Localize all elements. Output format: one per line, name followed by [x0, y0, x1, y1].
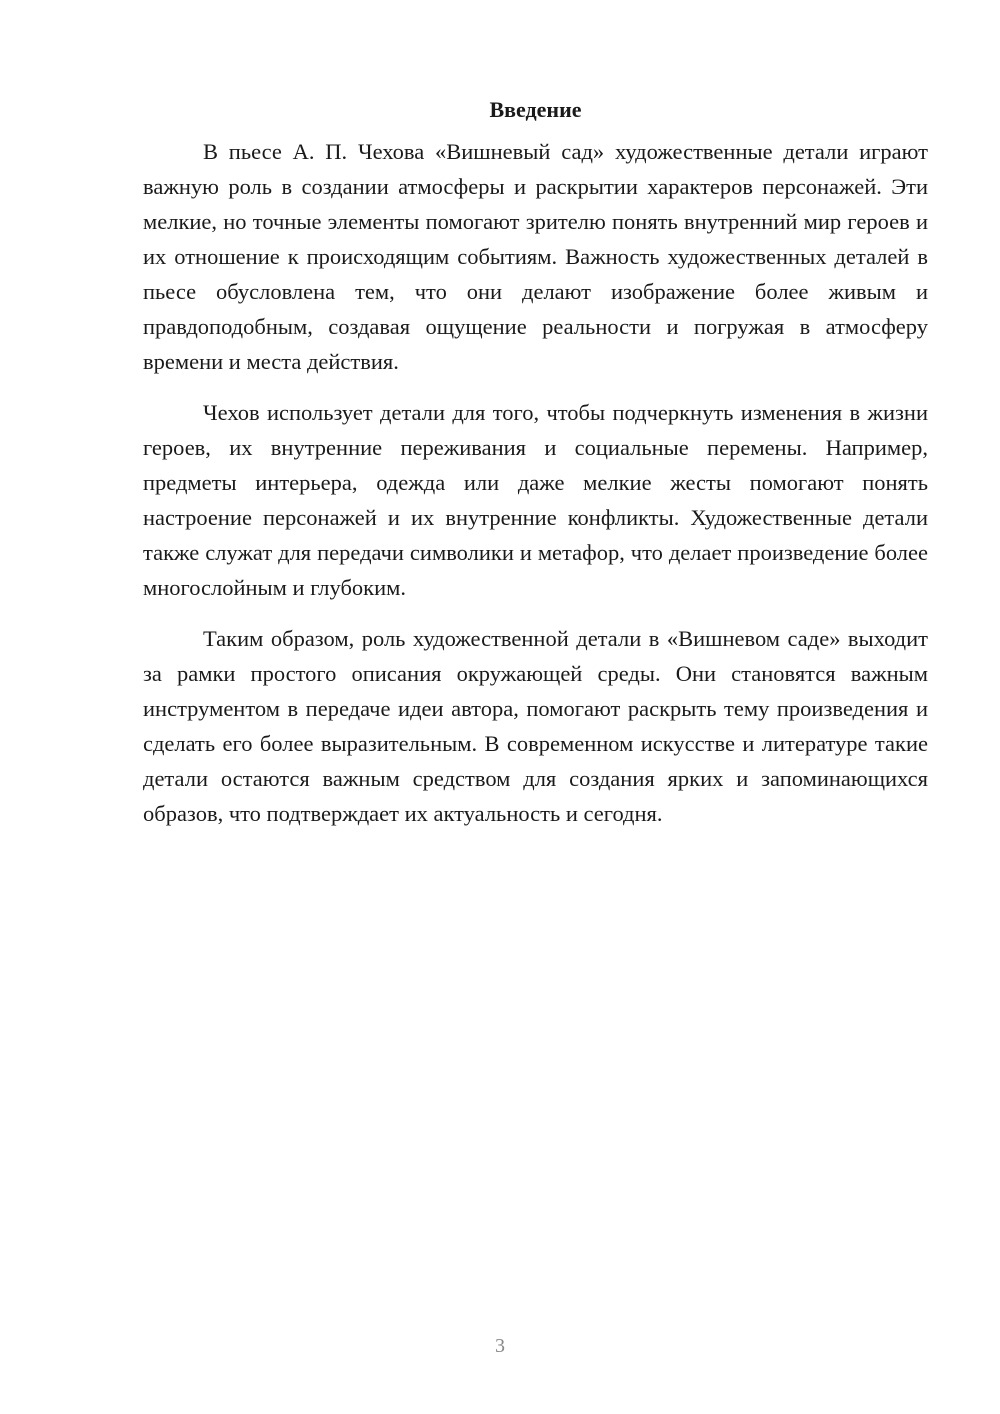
paragraph-3: Таким образом, роль художественной детали в «Вишневом саде» выходит за рамки простого описания окружающей среды. Они становятся важным инструментом в передаче идеи автора, помогают раскрыть тему произведения и сделать его более выразительным. В современном искусстве и литературе такие детали остаются важным средством для создания ярких и запоминающихся образов, что подтверждает их актуальность и сегодня.: [143, 626, 928, 826]
page-number: 3: [495, 1335, 505, 1357]
paragraph-2: Чехов использует детали для того, чтобы подчеркнуть изменения в жизни героев, их внутренние переживания и социальные перемены. Например, предметы интерьера, одежда или даже мелкие жесты помогают понять настроение персонажей и их внутренние конфликты. Художественные детали также служат для передачи символики и метафор, что делает произведение более многослойным и глубоким.: [143, 400, 928, 600]
paragraph-1: В пьесе А. П. Чехова «Вишневый сад» художественные детали играют важную роль в создании атмосферы и раскрытии характеров персонажей. Эти мелкие, но точные элементы помогают зрителю понять внутренний мир героев и их отношение к происходящим событиям. Важность художественных деталей в пьесе обусловлена тем, что они делают изображение более живым и правдоподобным, создавая ощущение реальности и погружая в атмосферу времени и места действия.: [143, 139, 928, 374]
section-title: Введение: [489, 97, 582, 122]
document-body: [143, 92, 928, 847]
